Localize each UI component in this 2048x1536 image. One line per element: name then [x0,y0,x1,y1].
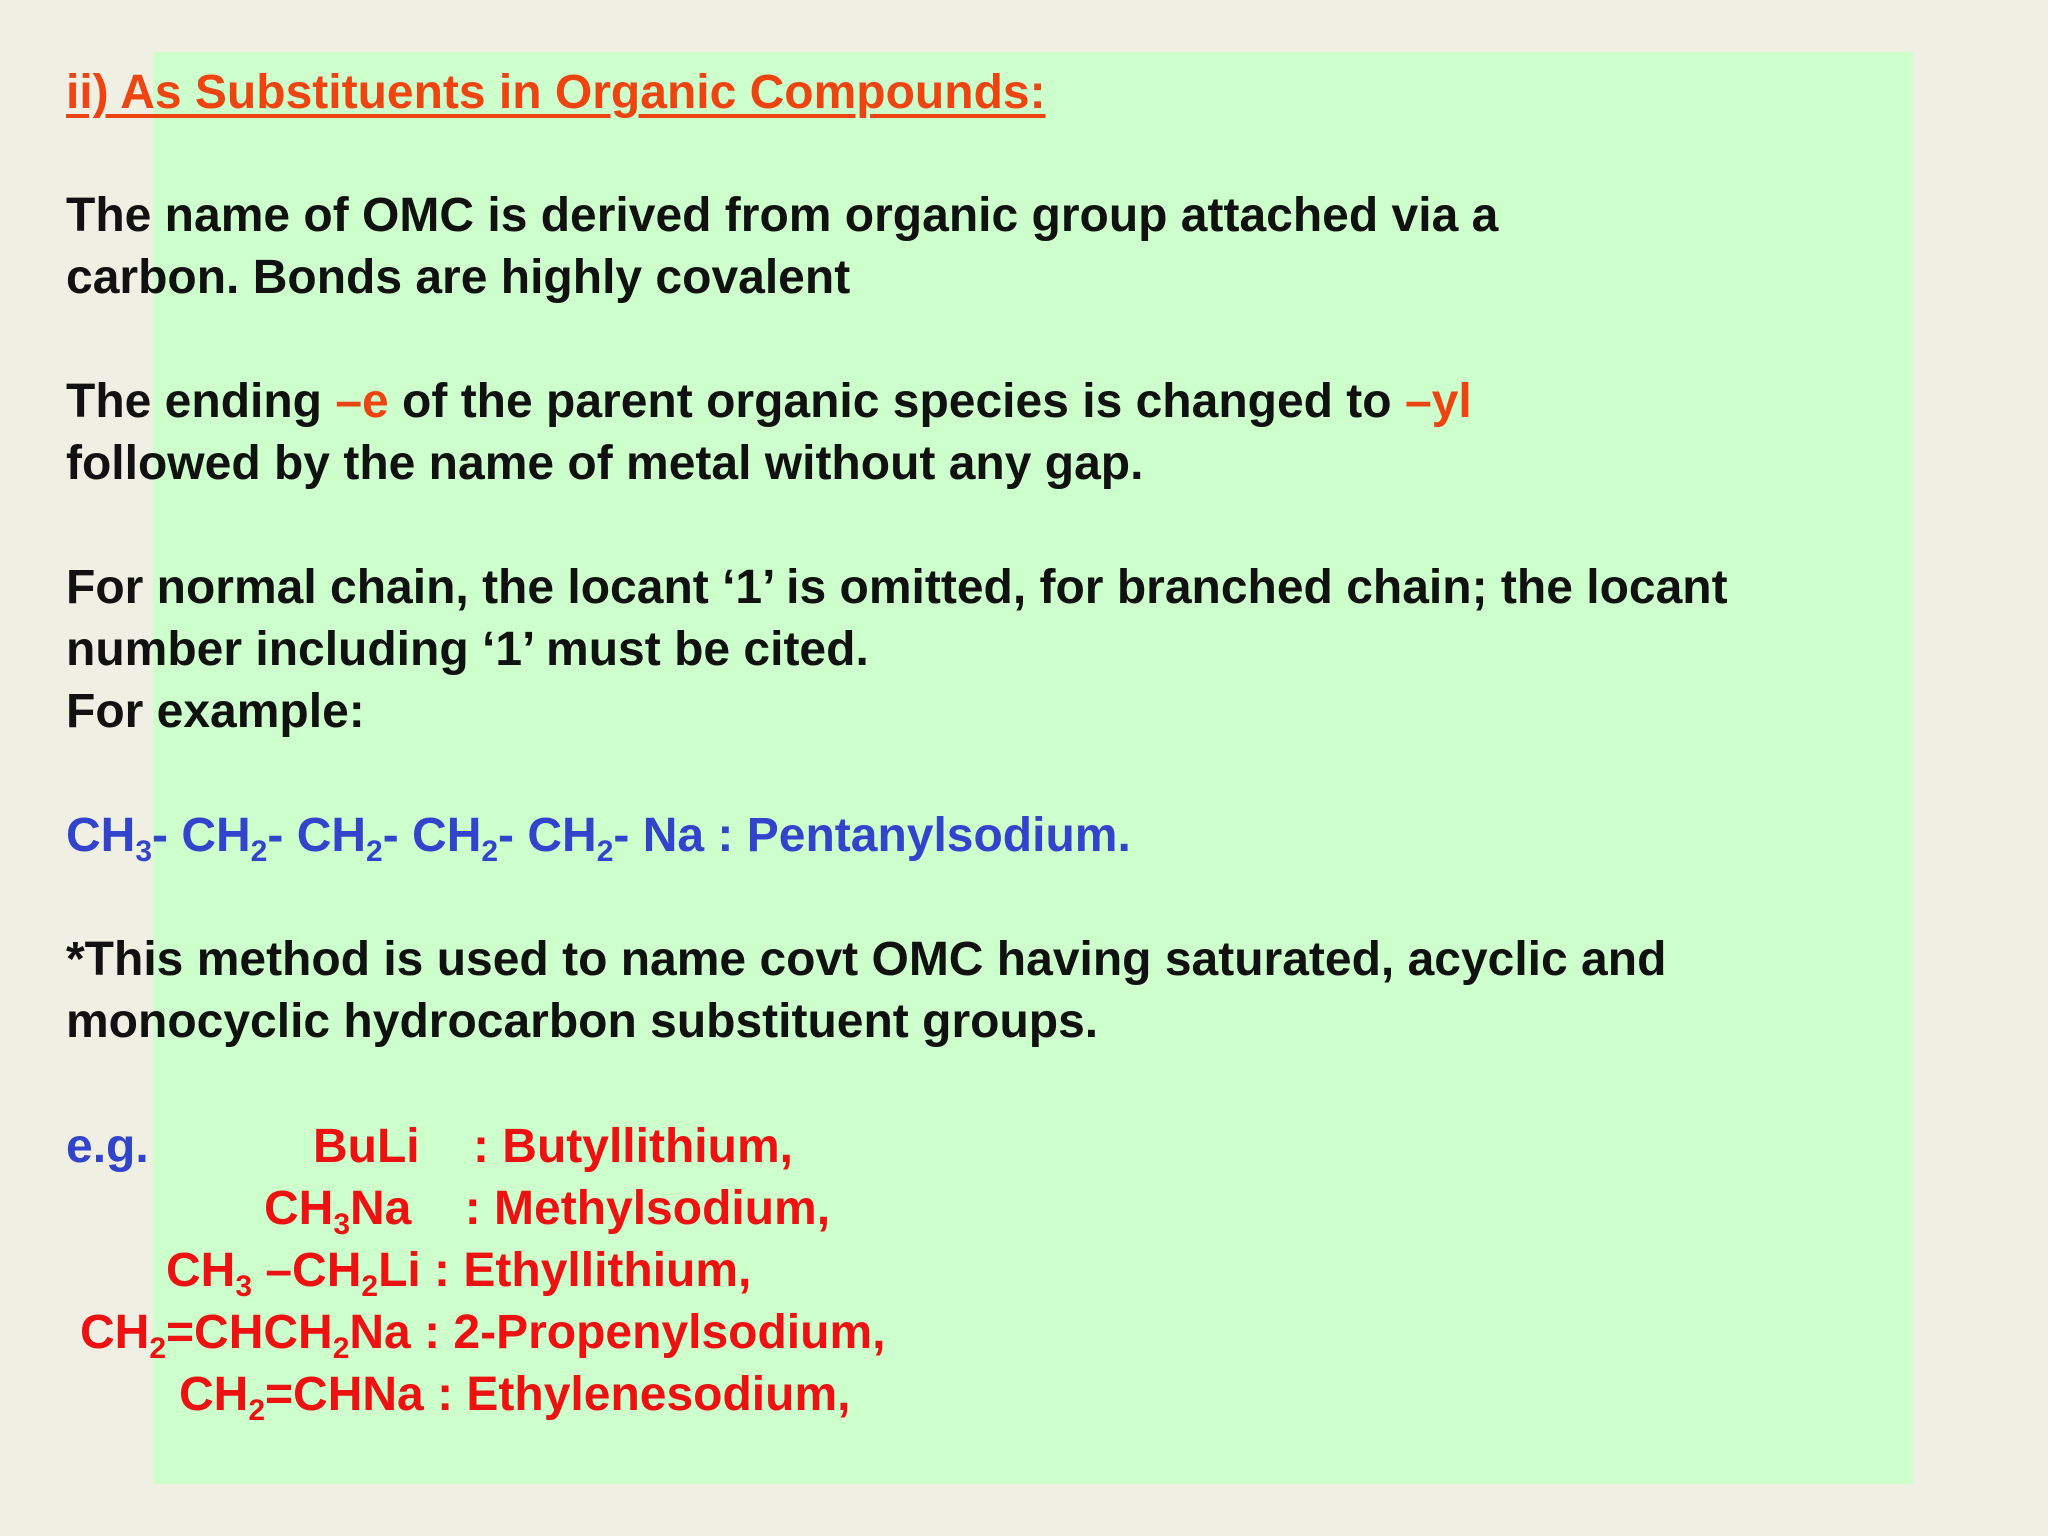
example-methylsodium: $CH_3Na$ : Methylsodium, [264,1182,831,1241]
example-propenylsodium: $CH_2=CHCH_2Na$ : 2-Propenylsodium, [80,1306,886,1365]
paragraph-2-line-2: followed by the name of metal without any gap. [66,437,1144,490]
paragraph-2-line-1: The ending –e of the parent organic species is changed to –yl [66,375,1472,428]
example-ethylenesodium: $CH_2=CHNa$ : Ethylenesodium, [179,1368,851,1427]
for-example-label: For example: [66,685,365,738]
note-line-2: monocyclic hydrocarbon substituent groups. [66,995,1099,1048]
ending-yl-highlight: –yl [1404,375,1472,428]
example-ethyllithium: $CH_3$ $-CH_2Li$ : Ethyllithium, [166,1244,752,1303]
ending-e-highlight: –e [335,375,389,428]
example-butyllithium: BuLi : Butyllithium, [313,1120,793,1173]
note-line-1: *This method is used to name covt OMC having saturated, acyclic and [66,933,1667,986]
paragraph-3-line-2: number including ‘1’ must be cited. [66,623,869,676]
paragraph-1-line-1: The name of OMC is derived from organic group attached via a [66,189,1499,242]
paragraph-3-line-1: For normal chain, the locant ‘1’ is omitted, for branched chain; the locant [66,561,1728,614]
paragraph-1-line-2: carbon. Bonds are highly covalent [66,251,851,304]
section-heading: ii) As Substituents in Organic Compounds: [66,66,1046,119]
pentanylsodium-formula: $CH_3-$ $CH_2-$ $CH_2-$ $CH_2-$ $CH_2-$ Na : Pentanylsodium. [66,809,1131,868]
eg-label: e.g. [66,1120,149,1173]
